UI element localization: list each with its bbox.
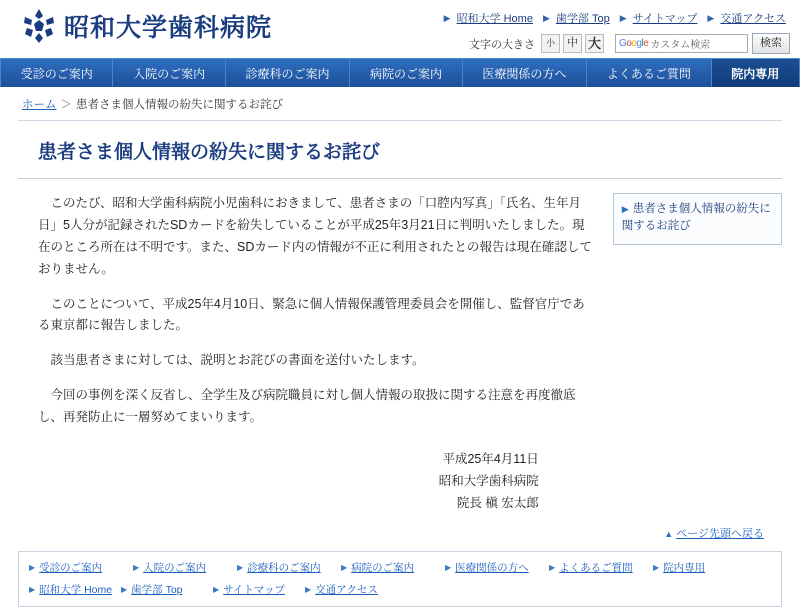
arrow-right-icon: ▶ [121,584,128,594]
footer-link-label[interactable]: 医療関係の方へ [455,561,529,574]
triangle-up-icon: ▲ [664,528,674,539]
footer-link-label[interactable]: 交通アクセス [315,583,378,596]
arrow-right-icon: ▶ [707,12,715,23]
footer-link-label[interactable]: 歯学部 Top [131,583,183,596]
google-logo-icon: Google [619,38,649,49]
global-navigation [0,58,800,87]
nav-item-consultation[interactable]: 受診のご案内 [0,59,113,87]
footer-link-departments[interactable] [237,560,341,575]
footer-link-label[interactable]: 昭和大学 Home [39,583,113,596]
footer-link-label[interactable]: 入院のご案内 [143,561,207,574]
footer-link-internal-only[interactable] [653,560,757,575]
signature-date: 平成25年4月11日 [442,451,539,466]
content-area [18,120,782,547]
paragraph-2: このことについて、平成25年4月10日、緊急に個人情報保護管理委員会を開催し、監督官庁である東京都に報告しました。 [38,296,585,333]
signature-block [38,449,597,515]
arrow-right-icon: ▶ [341,562,348,572]
fontsize-medium-button[interactable]: 中 [563,34,582,53]
triangle-right-icon: ▶ [621,204,629,214]
page-top-link[interactable] [18,515,782,547]
fontsize-small-button[interactable]: 小 [541,34,560,53]
fontsize-large-button[interactable]: 大 [585,34,604,53]
article-text [18,193,597,515]
footer-link-label[interactable]: 診療科のご案内 [247,561,321,574]
toplink-shodai-home[interactable]: 昭和大学 Home [456,13,533,25]
arrow-right-icon: ▶ [653,562,660,572]
related-link-label[interactable]: 患者さま個人情報の紛失に関するお詫び [621,203,771,233]
arrow-right-icon: ▶ [549,562,556,572]
paragraph-3: 該当患者さまに対しては、説明とお詫びの書面を送付いたします。 [50,353,425,368]
site-logo[interactable] [22,8,272,44]
paragraph-4: 今回の事例を深く反省し、全学生及び病院職員に対し個人情報の取扱に関する注意を再度徹底し、再発防止に一層努めてまいります。 [38,388,576,424]
page-top-label[interactable]: ページ先頭へ戻る [676,527,764,540]
breadcrumb-current: 患者さま個人情報の紛失に関するお詫び [76,99,283,111]
footer-row-primary [29,560,771,575]
page-title: 患者さま個人情報の紛失に関するお詫び [18,121,782,179]
university-crest-icon [22,8,56,44]
footer-link-faq[interactable] [549,560,653,575]
toplink-access[interactable]: 交通アクセス [720,13,786,25]
site-header [0,0,800,58]
footer-row-secondary [29,582,771,597]
paragraph-1: このたび、昭和大学歯科病院小児歯科におきまして、患者さまの「口腔内写真」「氏名、生年月日」5人分が記録されたSDカードを紛失していることが平成25年3月21日に判明いたしました。現在のところ所在は不明です。また、SDカード内の情報が不正に利用されたとの報告は現在確認しておりません。 [38,196,592,276]
footer-link-sitemap[interactable] [213,582,305,597]
arrow-right-icon: ▶ [443,12,451,23]
arrow-right-icon: ▶ [213,584,220,594]
footer-link-dental-faculty[interactable] [121,582,213,597]
arrow-right-icon: ▶ [29,584,36,594]
footer-link-shodai-home[interactable] [29,582,121,597]
footer-link-label[interactable]: 院内専用 [663,561,706,574]
search-placeholder: カスタム検索 [650,40,711,51]
arrow-right-icon: ▶ [237,562,244,572]
footer-link-label[interactable]: 受診のご案内 [39,561,103,574]
toplink-sitemap[interactable]: サイトマップ [632,13,698,25]
footer-link-label[interactable]: 病院のご案内 [351,561,415,574]
footer-link-consultation[interactable] [29,560,133,575]
header-tools [469,33,790,54]
nav-item-faq[interactable]: よくあるご質問 [587,59,711,87]
signature-name: 院長 槇 宏太郎 [456,495,539,510]
site-title: 昭和大学歯科病院 [64,13,273,42]
breadcrumb-separator: ＞ [60,99,72,111]
arrow-right-icon: ▶ [133,562,140,572]
sidebar [613,193,782,515]
nav-item-internal-only[interactable]: 院内専用 [712,59,800,87]
arrow-right-icon: ▶ [29,562,36,572]
footer-link-hospital-info[interactable] [341,560,445,575]
arrow-right-icon: ▶ [619,12,627,23]
footer-link-medical-professionals[interactable] [445,560,549,575]
footer-link-label[interactable]: よくあるご質問 [559,561,633,574]
footer-link-access[interactable] [305,582,397,597]
search-button[interactable]: 検索 [752,33,790,54]
site-footer [18,551,782,607]
breadcrumb [0,87,800,120]
fontsize-label: 文字の大きさ [469,38,535,51]
breadcrumb-home-link[interactable]: ホーム [22,99,57,111]
nav-item-admission[interactable]: 入院のご案内 [113,59,225,87]
toplink-dental-faculty[interactable]: 歯学部 Top [555,13,610,25]
content-body [18,179,782,515]
arrow-right-icon: ▶ [305,584,312,594]
related-link-box[interactable] [613,193,782,245]
search-input[interactable] [615,34,748,53]
header-top-links [438,10,790,26]
signature-organization: 昭和大学歯科病院 [438,473,539,488]
footer-link-admission[interactable] [133,560,237,575]
nav-item-hospital-info[interactable]: 病院のご案内 [350,59,462,87]
arrow-right-icon: ▶ [542,12,550,23]
arrow-right-icon: ▶ [445,562,452,572]
nav-item-departments[interactable]: 診療科のご案内 [226,59,350,87]
footer-link-label[interactable]: サイトマップ [223,583,286,596]
nav-item-medical-professionals[interactable]: 医療関係の方へ [463,59,587,87]
